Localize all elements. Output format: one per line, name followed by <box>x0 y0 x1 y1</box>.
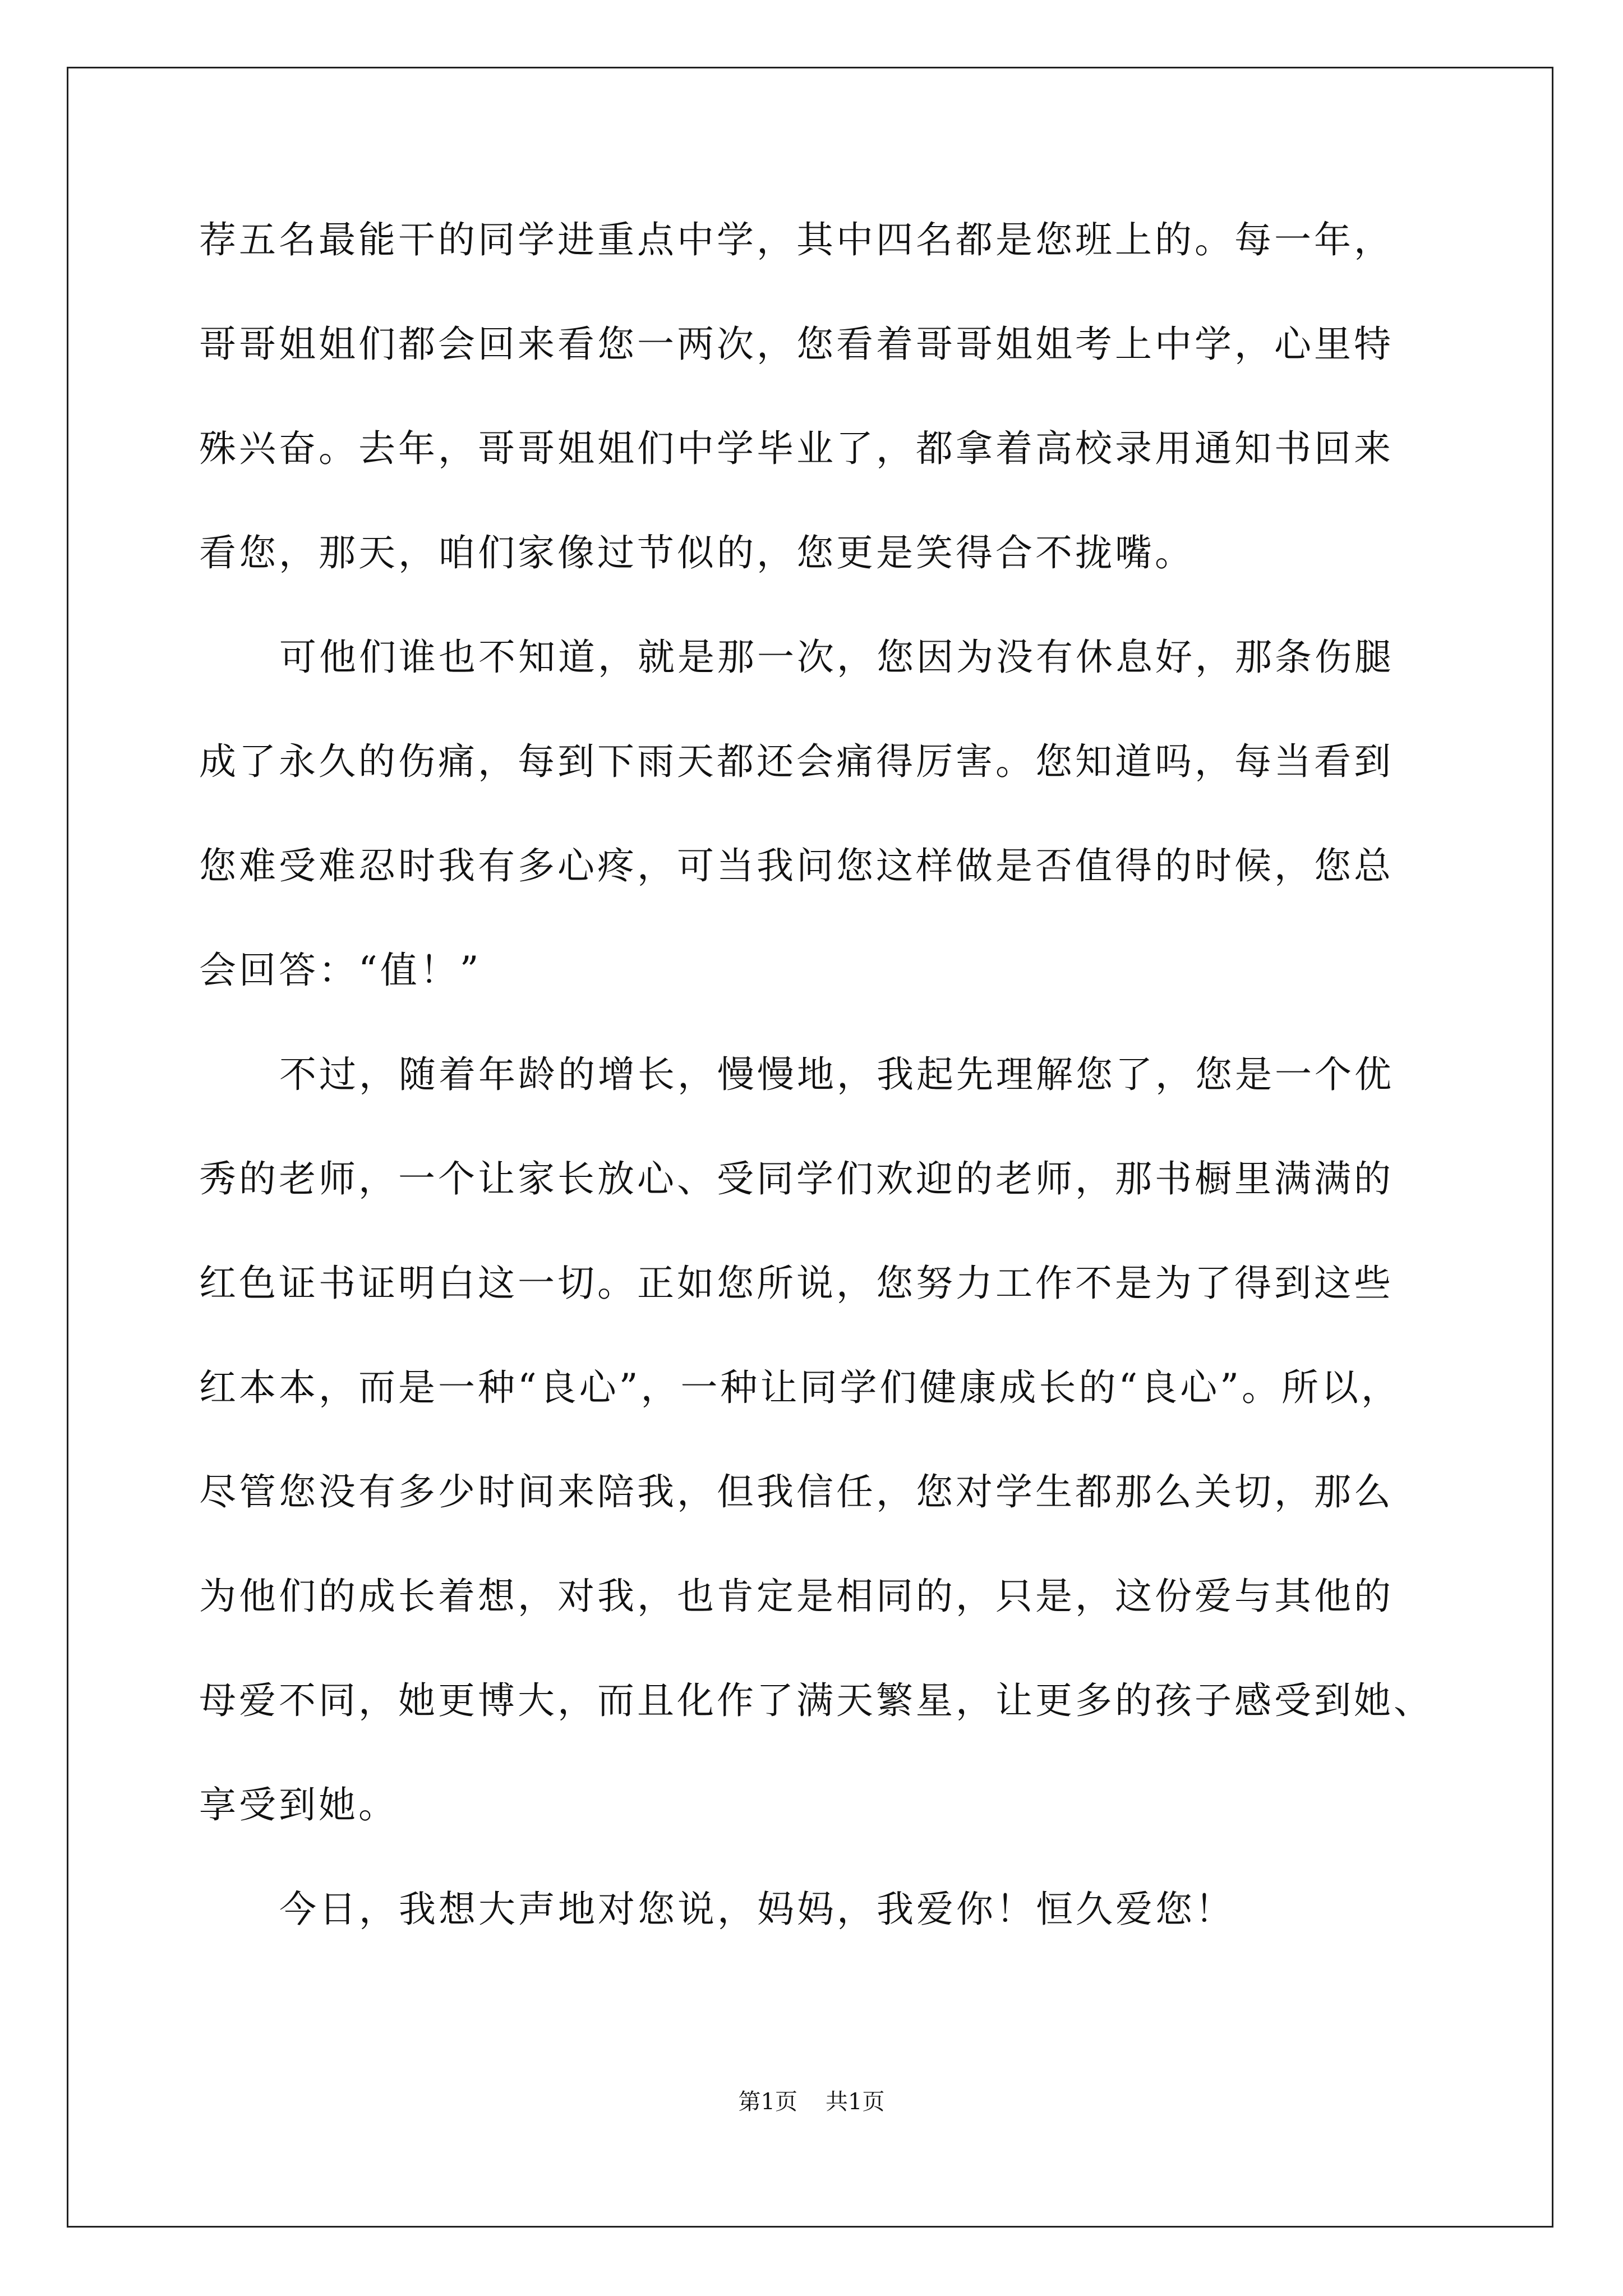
text-line: 看您，那天，咱们家像过节似的，您更是笑得合不拢嘴。 <box>199 531 1195 574</box>
text-line: 享受到她。 <box>199 1783 398 1826</box>
text-line: 为他们的成长着想，对我，也肯定是相同的，只是，这份爱与其他的 <box>199 1575 1394 1618</box>
text-line: 成了永久的伤痛，每到下雨天都还会痛得厉害。您知道吗，每当看到 <box>199 740 1394 783</box>
page-footer <box>0 2088 1623 2116</box>
text-line: 红本本，而是一种“良心”，一种让同学们健康成长的“良心”。所以， <box>199 1366 1401 1409</box>
text-line: 您难受难忍时我有多心疼，可当我问您这样做是否值得的时候，您总 <box>199 844 1394 887</box>
document-body <box>199 208 1438 1981</box>
text-line: 秀的老师，一个让家长放心、受同学们欢迎的老师，那书橱里满满的 <box>199 1157 1394 1200</box>
paragraph-start-line: 可他们谁也不知道，就是那一次，您因为没有休息好，那条伤腿 <box>279 636 1394 679</box>
page-number: 第1页 <box>738 2089 797 2115</box>
text-line: 母爱不同，她更博大，而且化作了满天繁星，让更多的孩子感受到她、 <box>199 1679 1433 1722</box>
text-line: 荐五名最能干的同学进重点中学，其中四名都是您班上的。每一年， <box>199 218 1394 261</box>
text-line: 会回答：“值！” <box>199 949 482 992</box>
paragraph-start-line: 今日，我想大声地对您说，妈妈，我爱你！恒久爱您！ <box>279 1888 1235 1931</box>
text-line: 哥哥姐姐们都会回来看您一两次，您看着哥哥姐姐考上中学，心里特 <box>199 323 1394 366</box>
paragraph-start-line: 不过，随着年龄的增长，慢慢地，我起先理解您了，您是一个优 <box>279 1053 1394 1096</box>
text-line: 尽管您没有多少时间来陪我，但我信任，您对学生都那么关切，那么 <box>199 1470 1394 1513</box>
page-total: 共1页 <box>826 2089 885 2115</box>
text-line: 殊兴奋。去年，哥哥姐姐们中学毕业了，都拿着高校录用通知书回来 <box>199 427 1394 470</box>
text-line: 红色证书证明白这一切。正如您所说，您努力工作不是为了得到这些 <box>199 1262 1394 1305</box>
